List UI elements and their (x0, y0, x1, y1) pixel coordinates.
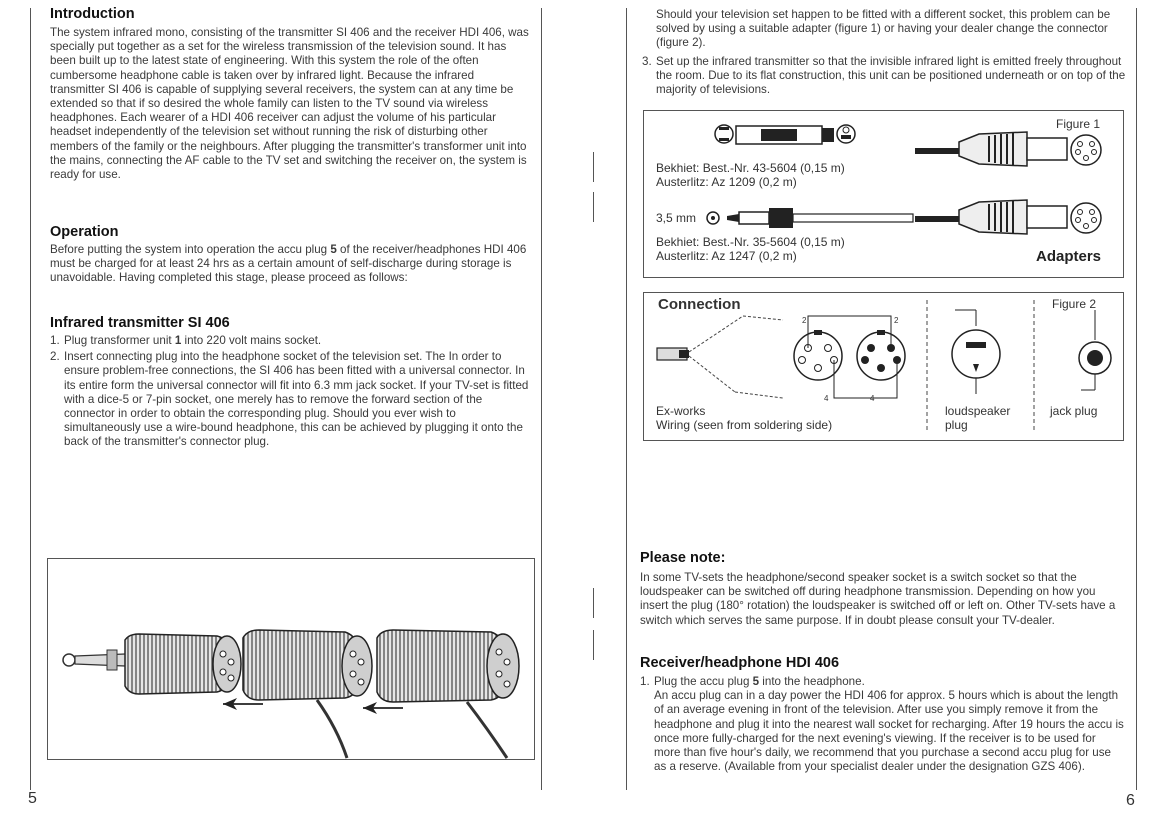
pin-label-4b: 4 (870, 394, 875, 403)
din-socket-icon (1071, 135, 1101, 165)
universal-connector-illustration (47, 558, 533, 758)
adapters-label: Adapters (1036, 248, 1102, 265)
adapter-2-bekhiet: Bekhiet: Best.-Nr. 35-5604 (0,15 m) (656, 235, 845, 249)
item-number: 1. (640, 675, 650, 688)
adapter-2-size: 3,5 mm (656, 211, 697, 225)
loudspeaker-plug-icon (952, 310, 1000, 394)
item-number: 3. (642, 55, 652, 68)
receiver-text: An accu plug can in a day power the HDI 406 for approx. 5 hours which is about the length of an average evening in front of the television. After use you simply remove it from the headphone and plug it into the nearest wall socket for recharging. After 19 hours the accu is once more fully-charged for the next evening's viewing. If the receiver is to be used for more than five hour's daily, we recommend that you purchase a second accu plug for use as a reserve. (Available from your specialist dealer under the designation GZS 406). (654, 689, 1124, 774)
item-text-after: into 220 volt mains socket. (181, 334, 322, 347)
connector-segment-2-icon (243, 630, 372, 700)
binding-mark (593, 588, 594, 618)
continuation-text: Should your television set happen to be fitted with a different socket, this problem can be solved by using a suitable adapter (figure 1) or having your dealer change the connector (figure 2). (656, 8, 1111, 50)
connector-segment-1-icon (125, 634, 241, 694)
loudspeaker-label: loudspeaker (945, 404, 1011, 418)
receiver-line-before: Plug the accu plug (654, 675, 753, 688)
binding-mark (593, 152, 594, 182)
mono-jack-icon (707, 212, 719, 224)
page-number-left: 5 (28, 790, 37, 807)
jack-plug-icon (1079, 310, 1111, 390)
receiver-accu-plug-number: 5 (752, 675, 760, 688)
binding-mark (593, 192, 594, 222)
please-note-text: In some TV-sets the headphone/second speaker socket is a switch socket so that the loudspeaker can be switched off during headphone transmission. Depending on how you insert the plug (180° rotation) the loudspeaker is switched off or left on. Other TV-sets have a switch which serves the same purpose. If in doubt please consult your TV-dealer. (640, 571, 1116, 627)
operation-text-before: Before putting the system into operation the accu plug (50, 243, 331, 256)
exworks-label: Ex-works (656, 404, 706, 418)
left-margin-rule (30, 8, 31, 790)
adapter-1-bekhiet: Bekhiet: Best.-Nr. 43-5604 (0,15 m) (656, 161, 845, 175)
arrow-left-icon (363, 702, 403, 714)
pin-label-2b: 2 (894, 316, 899, 325)
stereo-jack-icon (837, 125, 855, 143)
transmitter-item-1 (50, 334, 532, 348)
page-number-right: 6 (1126, 792, 1135, 809)
receiver-item-1 (640, 675, 1124, 774)
item-number: 2. (50, 350, 60, 364)
introduction-text: The system infrared mono, consisting of the transmitter SI 406 and the receiver HDI 406, was specially put together as a set for the wireless transmission of the television sound. It has been built up to the latest state of engineering. With this system the role of the often cumbersome headphone cable is taken over by infrared light. Because the infrared transmitter SI 406 is capable of supplying several receivers, the system can at any time be extended so that if so desired the whole family can listen to the TV sound via wireless headphones. Each wearer of a HDI 406 receiver can adjust the volume of his particular headset independently of the television set without running the risk of disturbing other members of the family or the neighbours. After plugging the transmitter's transformer unit into the mains, connecting the AF cable to the TV set and switching the receiver on, the system is ready for use. (50, 26, 529, 182)
right-inner-rule (626, 8, 627, 790)
wiring-label: Wiring (seen from soldering side) (656, 418, 833, 432)
item-text-before: Plug transformer unit (64, 334, 175, 347)
item-3 (642, 55, 1126, 98)
jack-plug-label: jack plug (1050, 404, 1098, 418)
operation-accu-plug-number: 5 (330, 243, 337, 256)
adapter-2-austerlitz: Austerlitz: Az 1247 (0,2 m) (656, 249, 797, 263)
pin-label-2a: 2 (802, 316, 807, 325)
din-socket-wired-icon (857, 330, 905, 380)
right-margin-rule (1136, 8, 1137, 790)
transmitter-list (50, 334, 532, 450)
item-bold: 1 (174, 334, 182, 347)
operation-text-after: of the receiver/headphones HDI 406 must be charged for at least 24 hrs as a certain amount of self-discharge during storage is unavoidable. Having completed this stage, please proceed as follows: (50, 243, 527, 285)
operation-text (50, 243, 532, 286)
pin-label-4a: 4 (824, 394, 829, 403)
binding-mark (593, 630, 594, 660)
din-socket-5pin-icon (794, 330, 842, 380)
item-text: Insert connecting plug into the headphone socket of the television set. The In order to ensure problem-free connections, the SI 406 has been fitted with a universal connector. In its entire form the universal connector will fit into 6.3 mm jack socket. If your TV-set is fitted with a dice-5 or 7-pin socket, one merely has to remove the forward section of the connector in order to obtain the corresponding plug. Should you ever wish to simultaneously use a wire-bound headphone, this can be achieved by plugging it onto the back of the transmitter's connector plug. (64, 350, 529, 449)
din-socket-icon (1071, 203, 1101, 233)
item-number: 1. (50, 334, 60, 347)
jack-tip-icon (63, 650, 129, 670)
connection-heading: Connection (658, 296, 741, 313)
connector-segment-3-icon (377, 630, 519, 702)
figure-2-label: Figure 2 (1052, 297, 1097, 311)
figure-1-label: Figure 1 (1056, 117, 1101, 131)
adapter-1-austerlitz: Austerlitz: Az 1209 (0,2 m) (656, 175, 797, 189)
item-text: Set up the infrared transmitter so that the invisible infrared light is emitted freely throughout the room. Due to its flat construction, this unit can be positioned underneath or on top of the majority of televisions. (656, 55, 1126, 97)
transmitter-heading: Infrared transmitter SI 406 (50, 315, 230, 331)
introduction-heading: Introduction (50, 6, 135, 22)
receiver-line-after: into the headphone. (759, 675, 865, 688)
transmitter-item-2 (50, 350, 532, 449)
please-note-heading: Please note: (640, 550, 726, 566)
operation-heading: Operation (50, 224, 119, 240)
left-inner-rule (541, 8, 542, 790)
stereo-jack-icon (715, 125, 733, 143)
loudspeaker-plug-label: plug (945, 418, 968, 432)
receiver-heading: Receiver/headphone HDI 406 (640, 655, 840, 671)
